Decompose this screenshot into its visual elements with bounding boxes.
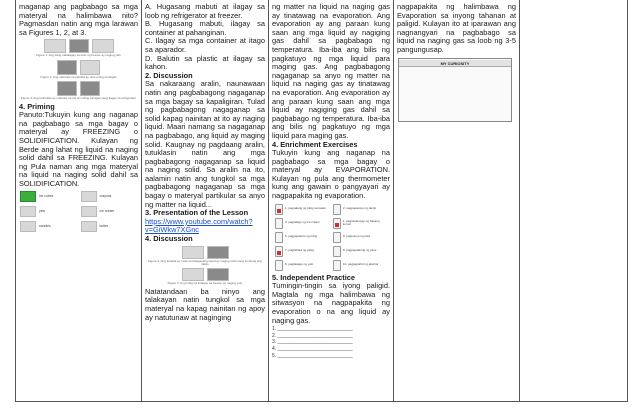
enrichment-item-label: 6. pagtutuyo ng isda xyxy=(343,234,371,239)
thermometer-icon xyxy=(275,232,283,243)
thermometer-icon xyxy=(275,246,283,257)
col2-closing-paragraph: Natatandaan ba ninyo ang talakayan natin tungkol sa mga materyal na kapag nainitan ng apoy ay natutunaw at naginging xyxy=(145,286,265,322)
col4-instructions: nagpapakita ng halimbawa ng Evaporation sa inyong tahanan at paligid. Kulayan ito at iparawan ang nagnangyari na pagbabago sa liquid na naging gas sa loob ng 3-5 pangungusap. xyxy=(397,2,516,54)
answer-line[interactable]: 1. ___________________________ xyxy=(272,326,353,333)
enrichment-item-label: 4. pagsasampay ng basang kumot xyxy=(342,218,380,227)
answer-line[interactable]: 2. ___________________________ xyxy=(272,332,353,339)
candles-image xyxy=(20,221,36,232)
discussion-heading: 2. Discussion xyxy=(145,70,193,80)
column-5 xyxy=(520,0,626,401)
enrichment-item[interactable] xyxy=(333,204,387,215)
ice-image xyxy=(20,206,36,217)
chocolate-image xyxy=(57,81,77,96)
grid-item[interactable] xyxy=(20,191,77,202)
figure-4-images xyxy=(142,246,268,259)
grid-label: butter xyxy=(99,224,109,229)
worksheet-box[interactable] xyxy=(398,58,512,122)
option-b: B. Hugasang mabuti, ilagay sa container at pahanginan. xyxy=(145,19,265,37)
thermometer-icon xyxy=(275,218,283,229)
enrichment-item[interactable] xyxy=(333,218,387,229)
thermometer-icon xyxy=(333,218,341,229)
figure-5-images xyxy=(142,268,268,281)
answer-line[interactable]: 3. ___________________________ xyxy=(272,339,353,346)
option-d: D. Balutin sa plastic at ilagay sa kahon. xyxy=(145,53,265,72)
enrichment-item[interactable] xyxy=(275,204,329,215)
column-4 xyxy=(394,0,520,401)
thermometer-icon xyxy=(333,204,341,215)
enrichment-item-label: 7. pagbibilad ng palay xyxy=(285,248,315,253)
enrichment-heading: 4. Enrichment Exercises xyxy=(272,139,358,149)
col1-paragraph-1: maganap ang pagbabago sa mga materyal na halimbawa nito? Pagmasdan natin ang mga larawan sa Figures 1, 2, at 3. xyxy=(19,2,138,37)
thermometer-icon xyxy=(275,204,283,215)
lesson-plan-table xyxy=(15,0,628,402)
candle-melted-image xyxy=(80,60,100,75)
enrichment-item-label: 3. pagtatago ng ice cream xyxy=(285,220,320,225)
thermometer-icon xyxy=(333,246,341,257)
grid-label: crayons xyxy=(99,194,112,199)
independent-practice-heading: 5. Independent Practice xyxy=(272,272,355,282)
chocolate-hardened-image xyxy=(80,81,100,96)
freezer-image xyxy=(69,39,89,53)
presentation-heading: 3. Presentation of the Lesson xyxy=(145,208,249,218)
grid-item[interactable] xyxy=(20,206,77,217)
grid-label: candles xyxy=(39,224,51,229)
option-a: A. Hugasang mabuti at ilagay sa loob ng refrigerator at freezer. xyxy=(145,2,265,20)
priming-heading: 4. Priming xyxy=(19,101,55,111)
candle-image xyxy=(57,60,77,75)
figure-4-caption: Figure 4. Ang kandila ay mula sa kalagayang liquid ay naging solid nang lumamig ang likido xyxy=(148,258,262,267)
enrichment-item-label: 1. pagsalang ng tubig sa kalan xyxy=(285,206,326,211)
answer-line[interactable]: 4. ___________________________ xyxy=(272,346,353,352)
worksheet-title: MY CURIOSITY xyxy=(440,60,470,66)
figure-1-caption: Figure 1. Ang tubig nakalagay sa loob ng freezer ay naging yelo xyxy=(36,53,121,58)
column-1 xyxy=(16,0,142,401)
candle-solid-image xyxy=(207,246,229,259)
ice-cube-image xyxy=(92,39,114,53)
glass-image xyxy=(44,39,66,53)
enrichment-item[interactable] xyxy=(275,218,329,229)
enrichment-item-label: 5. pagpapakulo ng tubig xyxy=(285,234,318,239)
figure-5-caption: Figure 5. Ang tubig na inilagay sa freezer ay naging yelo xyxy=(167,281,243,286)
enrichment-items xyxy=(275,204,387,271)
ice-tray-image xyxy=(207,268,229,281)
butter-image xyxy=(81,221,97,232)
thermometer-icon xyxy=(333,260,341,271)
thermometer-icon xyxy=(333,232,341,243)
option-c: C. Ilagay sa mga container at itago sa aparador. xyxy=(145,36,265,54)
discussion-paragraph: Sa nakaraang aralin, naunawaan natin ang pagbabagong nagaganap sa mga bagay sa kapaligiran. Tulad ng pagbabagong nagaganap sa solid kapag nainitan at ito ay naging liquid. Maari namang sa nagaganap na pagbabago, ang liquid ay maging solid. Kaugnay ng pagdaang aralin, tutuklasin natin ang mga pagbabagong nagaganap sa liquid na naging solid. Sa aralin na ito, aalamin natin ang tungkol sa mga pagbabagong nagaganap sa mga bagay o materyal partikular sa anyo ng matter na liquid... xyxy=(145,79,265,209)
independent-practice-instructions: Tumingin-tingin sa iyong paligid. Magtala ng mga halimbawa ng sitwasyon na nagpapakita ng evaporation o na ang liquid ay naging gas. xyxy=(272,281,390,325)
enrichment-item-label: 2. pagpapatuyo ng damit xyxy=(343,206,377,211)
column-3 xyxy=(269,0,394,401)
youtube-link[interactable]: https://www.youtube.com/watch?v=GiWkw7XGnc xyxy=(145,216,253,235)
grid-item[interactable] xyxy=(81,221,138,232)
enrichment-instructions: Tukuyin kung ang naganap na pagbabago sa mga bagay o materyal ay EVAPORATION. Kulayan ng pula ang thermometer kung ang gawain o pangyayari ay nagpapakita ng evaporation. xyxy=(272,148,390,201)
enrichment-item[interactable] xyxy=(333,260,387,271)
grid-label: ice cream xyxy=(99,209,115,214)
enrichment-item-label: 9. paglalagay ng yelo xyxy=(285,262,314,267)
grid-label: yelo xyxy=(39,209,46,214)
figure-2-images xyxy=(16,60,141,75)
water-image xyxy=(182,268,204,281)
discussion-2-heading: 4. Discussion xyxy=(145,234,193,244)
enrichment-item[interactable] xyxy=(275,232,329,243)
grid-label: ice cubes xyxy=(39,194,54,199)
enrichment-item-label: 8. pagpapalamig ng juice xyxy=(343,248,377,253)
grid-item[interactable] xyxy=(81,191,138,202)
grid-item[interactable] xyxy=(81,206,138,217)
enrichment-item[interactable] xyxy=(333,246,387,257)
enrichment-item[interactable] xyxy=(333,232,387,243)
answer-lines xyxy=(272,326,390,359)
enrichment-item[interactable] xyxy=(275,260,329,271)
crayons-image xyxy=(81,191,97,202)
thermometer-icon xyxy=(275,260,283,271)
ice-cubes-image xyxy=(20,191,36,202)
figure-3-images xyxy=(16,81,141,96)
enrichment-item-label: 10. pagpapahid ng alcohol xyxy=(343,262,379,267)
figure-1-images xyxy=(16,39,141,53)
figure-2-caption: Figure 2. Ang natunaw na kandila ay unti-unting tumitigas xyxy=(40,74,117,79)
column-2 xyxy=(142,0,269,401)
priming-image-grid xyxy=(20,191,137,232)
grid-item[interactable] xyxy=(20,221,77,232)
enrichment-item[interactable] xyxy=(275,246,329,257)
evaporation-paragraph: ng matter na liquid na naging gas ay tinatawag na evaporation. Ang evaporation ay ang paraan kung saan ang mga liquid ay nagiging gas dahil sa pagbabago ng temperatura. Iba-iba ang bilis ng pagkatuyo ng mga liquid para maging gas. Ang pagbabagong nagaganap sa anyo ng matter na liquid na naging gas ay tinatawag na evaporation. Ang evaporation ay ang paraan kung saan ang mga liquid ay nagiging gas dahil sa pagbabago ng temperatura. Iba-iba ang bilis ng pagkatuyo ng mga liquid para maging gas. xyxy=(272,2,390,140)
figure-3-caption: Figure 3. Ang tsokolate ay nalusaw sa init at muling tumigas nang ilagay sa refrigerator xyxy=(20,96,137,101)
answer-line[interactable]: 5. ___________________________ xyxy=(272,352,353,359)
candle-liquid-image xyxy=(182,246,204,259)
priming-instructions: Panuto:Tukuyin kung ang naganap na pagbabago sa mga bagay o materyal ay FREEZING o SOLIDIFICATION. Kulayan ng Berde ang lahat ng liquid na naging solid dahil sa FREEZING. Kulayan ng Pula naman ang mga materyal na liquid na naging solid dahil sa SOLIDIFICATION. xyxy=(19,110,138,188)
ice-cream-image xyxy=(81,206,97,217)
